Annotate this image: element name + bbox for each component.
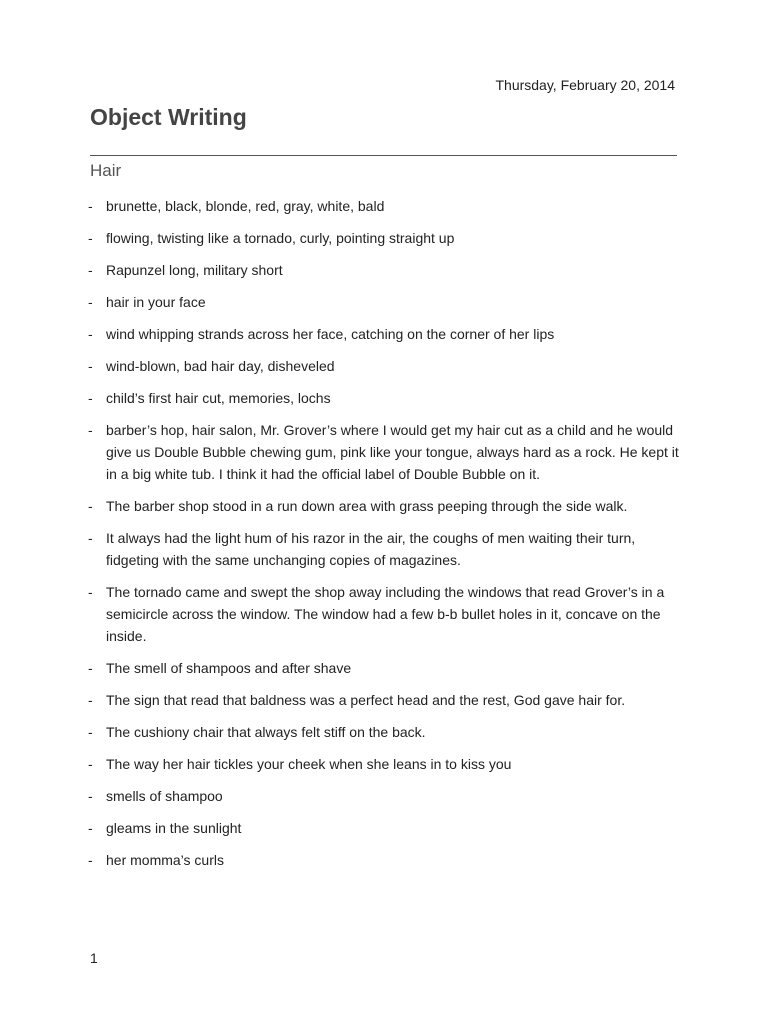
list-item-text: smells of shampoo (106, 788, 223, 804)
bullet-marker: - (88, 530, 93, 546)
list-item-text: The way her hair tickles your cheek when she leans in to kiss you (106, 756, 512, 772)
list-item (88, 387, 680, 409)
list-item (88, 291, 680, 313)
list-item-text: child’s first hair cut, memories, lochs (106, 390, 331, 406)
bullet-marker: - (88, 692, 93, 708)
bullet-marker: - (88, 660, 93, 676)
list-item (88, 581, 680, 647)
list-item-text: Rapunzel long, military short (106, 262, 283, 278)
bullet-marker: - (88, 358, 93, 374)
list-item (88, 657, 680, 679)
bullet-marker: - (88, 262, 93, 278)
bullet-marker: - (88, 390, 93, 406)
list-item (88, 785, 680, 807)
bullet-marker: - (88, 852, 93, 868)
list-item (88, 227, 680, 249)
section-heading: Hair (90, 161, 122, 180)
list-item (88, 259, 680, 281)
bullet-marker: - (88, 788, 93, 804)
list-item (88, 495, 680, 517)
bullet-marker: - (88, 498, 93, 514)
document-title: Object Writing (90, 104, 247, 130)
list-item-text: The sign that read that baldness was a perfect head and the rest, God gave hair for. (106, 692, 626, 708)
list-item (88, 419, 680, 485)
list-item-text: wind-blown, bad hair day, disheveled (106, 358, 335, 374)
list-item (88, 195, 680, 217)
bullet-marker: - (88, 198, 93, 214)
bullet-marker: - (88, 584, 93, 600)
list-item (88, 721, 680, 743)
page-number: 1 (90, 950, 98, 966)
bullet-marker: - (88, 230, 93, 246)
bullet-marker: - (88, 326, 93, 342)
title-divider (90, 155, 677, 156)
list-item (88, 753, 680, 775)
list-item-text: The smell of shampoos and after shave (106, 660, 352, 676)
bullet-marker: - (88, 294, 93, 310)
list-item (88, 849, 680, 871)
bullet-marker: - (88, 820, 93, 836)
list-item (88, 527, 680, 571)
bullet-marker: - (88, 724, 93, 740)
list-item (88, 689, 680, 711)
list-item-text: wind whipping strands across her face, catching on the corner of her lips (106, 326, 555, 342)
list-item-text: brunette, black, blonde, red, gray, white, bald (106, 198, 385, 214)
bullet-marker: - (88, 422, 93, 438)
list-item-text: The tornado came and swept the shop away including the windows that read Grover’s in a semicircle across the window. The window had a few b-b bullet holes in it, concave on the inside. (106, 584, 665, 644)
list-item-text: The barber shop stood in a run down area with grass peeping through the side walk. (106, 498, 628, 514)
list-item-text: gleams in the sunlight (106, 820, 242, 836)
bullet-list (88, 195, 680, 881)
list-item (88, 355, 680, 377)
list-item-text: barber’s hop, hair salon, Mr. Grover’s where I would get my hair cut as a child and he would give us Double Bubble chewing gum, pink like your tongue, always hard as a rock. He kept it in a big white tub. I think it had the official label of Double Bubble on it. (106, 422, 679, 482)
bullet-marker: - (88, 756, 93, 772)
list-item-text: flowing, twisting like a tornado, curly, pointing straight up (106, 230, 455, 246)
document-date: Thursday, February 20, 2014 (495, 77, 675, 93)
list-item-text: hair in your face (106, 294, 206, 310)
list-item-text: The cushiony chair that always felt stiff on the back. (106, 724, 426, 740)
list-item (88, 323, 680, 345)
list-item-text: It always had the light hum of his razor in the air, the coughs of men waiting their turn, fidgeting with the same unchanging copies of magazines. (106, 530, 636, 568)
list-item-text: her momma’s curls (106, 852, 224, 868)
list-item (88, 817, 680, 839)
